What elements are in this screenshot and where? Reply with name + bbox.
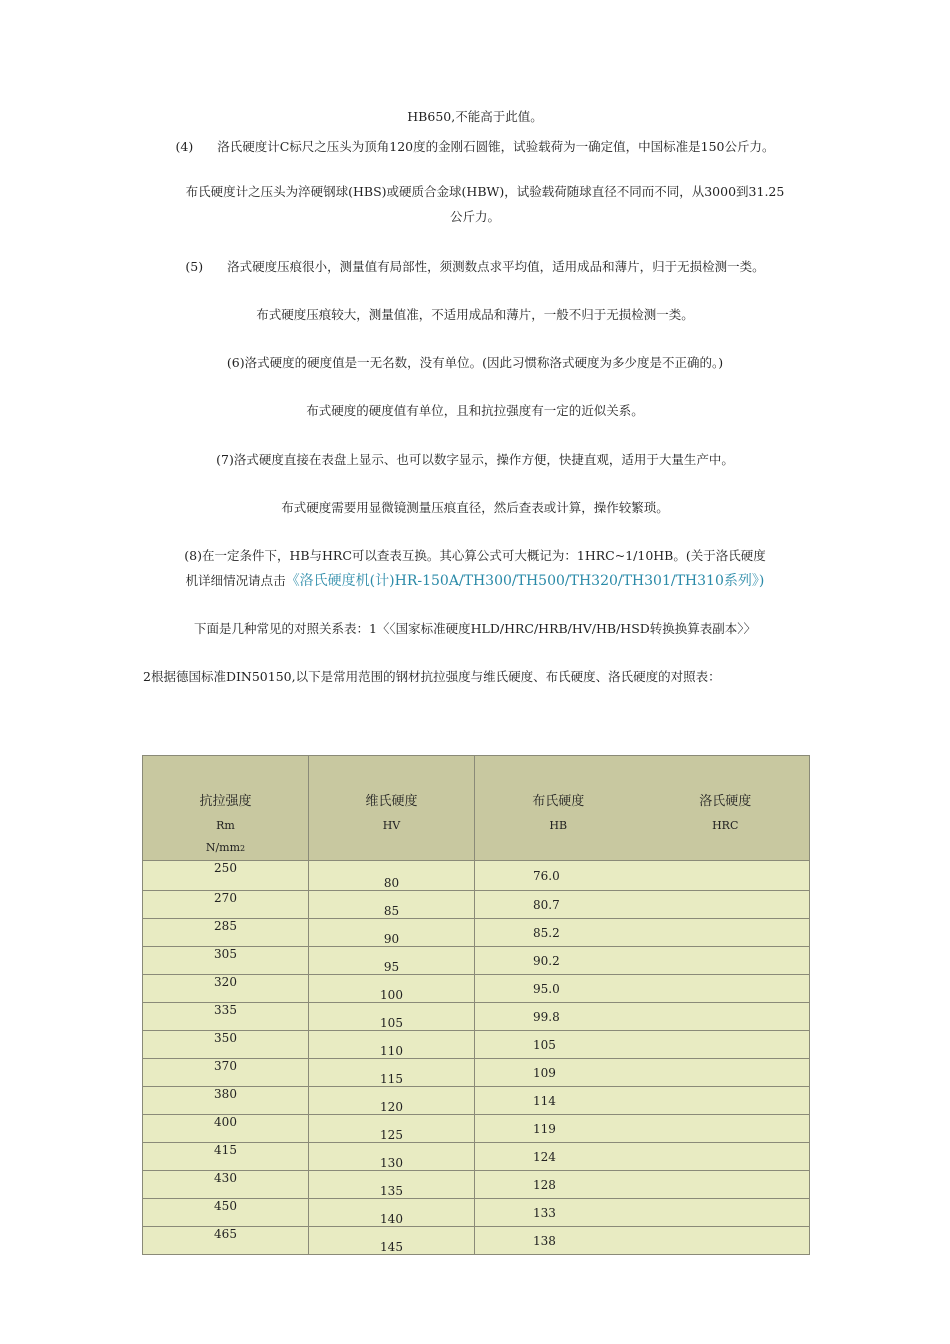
paragraph-text: (8)在一定条件下，HB与HRC可以查表互换。其心算公式可大概记为：1HRC~1/10HB。(关于洛氏硬度 <box>184 548 766 563</box>
paragraph-text: 机详细情况请点击 <box>185 573 286 588</box>
paragraph-brinell-unit <box>0 401 950 419</box>
table-row <box>143 891 810 919</box>
header-tensile-strength <box>143 756 309 861</box>
product-link[interactable]: 《洛氏硬度机(计)HR-150A/TH300/TH500/TH320/TH301/TH310系列》) <box>285 573 765 589</box>
header-symbol: Rm <box>216 819 235 832</box>
cell-rockwell <box>642 891 810 919</box>
cell-vickers: 145 <box>309 1227 475 1255</box>
cell-tensile-strength: 270 <box>143 891 309 919</box>
cell-brinell: 85.2 <box>475 919 642 947</box>
cell-rockwell <box>642 1199 810 1227</box>
cell-rockwell <box>642 919 810 947</box>
header-symbol: HB <box>549 819 568 832</box>
cell-rockwell <box>642 1143 810 1171</box>
cell-tensile-strength: 400 <box>143 1115 309 1143</box>
cell-tensile-strength: 335 <box>143 1003 309 1031</box>
table-row <box>143 1115 810 1143</box>
cell-vickers: 115 <box>309 1059 475 1087</box>
paragraph-text: (7)洛式硬度直接在表盘上显示、也可以数字显示，操作方便，快捷直观，适用于大量生产中。 <box>216 452 734 467</box>
paragraph-text: 洛氏硬度计C标尺之压头为顶角120度的金刚石圆锥，试验载荷为一确定值，中国标准是150公斤力。 <box>217 139 775 154</box>
cell-rockwell <box>642 1003 810 1031</box>
item-number: (4) <box>175 139 194 154</box>
cell-tensile-strength: 415 <box>143 1143 309 1171</box>
header-brinell <box>475 756 642 861</box>
header-symbol: HRC <box>712 819 739 832</box>
cell-brinell: 114 <box>475 1087 642 1115</box>
cell-rockwell <box>642 1227 810 1255</box>
cell-tensile-strength: 250 <box>143 861 309 891</box>
table-row <box>143 947 810 975</box>
cell-brinell: 128 <box>475 1171 642 1199</box>
table-row <box>143 1227 810 1255</box>
paragraph-brinell-indent <box>0 305 950 323</box>
cell-tensile-strength: 430 <box>143 1171 309 1199</box>
cell-vickers: 105 <box>309 1003 475 1031</box>
cell-tensile-strength: 450 <box>143 1199 309 1227</box>
cell-rockwell <box>642 1031 810 1059</box>
header-unit-suffix: 2 <box>240 844 246 853</box>
cell-vickers: 80 <box>309 861 475 891</box>
paragraph-text: 洛式硬度压痕很小，测量值有局部性，须测数点求平均值，适用成品和薄片，归于无损检测一类。 <box>227 259 765 274</box>
table-row <box>143 1003 810 1031</box>
paragraph-text: (6)洛式硬度的硬度值是一无名数，没有单位。(因此习惯称洛式硬度为多少度是不正确的。) <box>226 355 724 370</box>
table-header-row <box>143 756 810 861</box>
cell-tensile-strength: 285 <box>143 919 309 947</box>
table-row <box>143 861 810 891</box>
hardness-conversion-table <box>142 755 810 1255</box>
item-number: (5) <box>185 259 204 274</box>
cell-vickers: 120 <box>309 1087 475 1115</box>
cell-brinell: 105 <box>475 1031 642 1059</box>
cell-vickers: 85 <box>309 891 475 919</box>
cell-vickers: 130 <box>309 1143 475 1171</box>
cell-brinell: 76.0 <box>475 861 642 891</box>
table-row <box>143 1143 810 1171</box>
table-row <box>143 1087 810 1115</box>
cell-tensile-strength: 350 <box>143 1031 309 1059</box>
paragraph-item-8 <box>0 546 950 564</box>
header-label: 抗拉强度 <box>199 794 252 809</box>
table-row <box>143 1199 810 1227</box>
cell-rockwell <box>642 1059 810 1087</box>
cell-brinell: 99.8 <box>475 1003 642 1031</box>
cell-rockwell <box>642 1115 810 1143</box>
cell-tensile-strength: 380 <box>143 1087 309 1115</box>
table-row <box>143 1031 810 1059</box>
cell-brinell: 124 <box>475 1143 642 1171</box>
paragraph-hb650 <box>0 107 950 125</box>
cell-brinell: 138 <box>475 1227 642 1255</box>
table-row <box>143 919 810 947</box>
cell-vickers: 95 <box>309 947 475 975</box>
paragraph-text: 布式硬度需要用显微镜测量压痕直径，然后查表或计算，操作较繁琐。 <box>281 500 669 515</box>
header-vickers <box>309 756 475 861</box>
header-symbol: HV <box>382 819 401 832</box>
cell-brinell: 119 <box>475 1115 642 1143</box>
header-label: 洛氏硬度 <box>699 794 752 809</box>
paragraph-item-5 <box>0 257 950 275</box>
cell-brinell: 80.7 <box>475 891 642 919</box>
cell-rockwell <box>642 861 810 891</box>
paragraph-item-8-cont <box>0 570 950 590</box>
paragraph-brinell-measure <box>0 498 950 516</box>
header-unit <box>143 837 308 860</box>
cell-rockwell <box>642 1171 810 1199</box>
cell-tensile-strength: 370 <box>143 1059 309 1087</box>
paragraph-item-4 <box>0 137 950 155</box>
cell-rockwell <box>642 975 810 1003</box>
cell-vickers: 125 <box>309 1115 475 1143</box>
cell-vickers: 140 <box>309 1199 475 1227</box>
cell-vickers: 100 <box>309 975 475 1003</box>
paragraph-text: HB650,不能高于此值。 <box>407 109 543 124</box>
paragraph-text: 公斤力。 <box>449 209 500 224</box>
cell-vickers: 135 <box>309 1171 475 1199</box>
paragraph-text: 下面是几种常见的对照关系表：1〈〈国家标准硬度HLD/HRC/HRB/HV/HB/HSD转换换算表副本〉〉 <box>193 621 757 636</box>
paragraph-text: 布式硬度的硬度值有单位，且和抗拉强度有一定的近似关系。 <box>306 403 644 418</box>
header-unit-text: N/mm <box>205 841 241 854</box>
table-row <box>143 1171 810 1199</box>
cell-tensile-strength: 465 <box>143 1227 309 1255</box>
cell-brinell: 90.2 <box>475 947 642 975</box>
paragraph-text: 2根据德国标准DIN50150,以下是常用范围的钢材抗拉强度与维氏硬度、布氏硬度、洛氏硬度的对照表： <box>143 669 721 684</box>
paragraph-din-standard <box>143 667 923 685</box>
header-label: 维氏硬度 <box>365 794 418 809</box>
cell-rockwell <box>642 947 810 975</box>
cell-tensile-strength: 320 <box>143 975 309 1003</box>
table-row <box>143 1059 810 1087</box>
cell-tensile-strength: 305 <box>143 947 309 975</box>
table-row <box>143 975 810 1003</box>
cell-brinell: 95.0 <box>475 975 642 1003</box>
paragraph-table-intro <box>0 619 950 637</box>
cell-brinell: 109 <box>475 1059 642 1087</box>
header-label: 布氏硬度 <box>532 794 585 809</box>
paragraph-brinell-indenter <box>0 182 950 200</box>
paragraph-item-6 <box>0 353 950 371</box>
paragraph-text: 布式硬度压痕较大，测量值准，不适用成品和薄片，一般不归于无损检测一类。 <box>256 307 694 322</box>
cell-brinell: 133 <box>475 1199 642 1227</box>
header-rockwell <box>642 756 810 861</box>
paragraph-text: 布氏硬度计之压头为淬硬钢球(HBS)或硬质合金球(HBW)，试验载荷随球直径不同而不同，从3000到31.25 <box>185 184 785 199</box>
cell-vickers: 110 <box>309 1031 475 1059</box>
cell-rockwell <box>642 1087 810 1115</box>
cell-vickers: 90 <box>309 919 475 947</box>
paragraph-brinell-indenter-cont <box>0 207 950 225</box>
paragraph-item-7 <box>0 450 950 468</box>
